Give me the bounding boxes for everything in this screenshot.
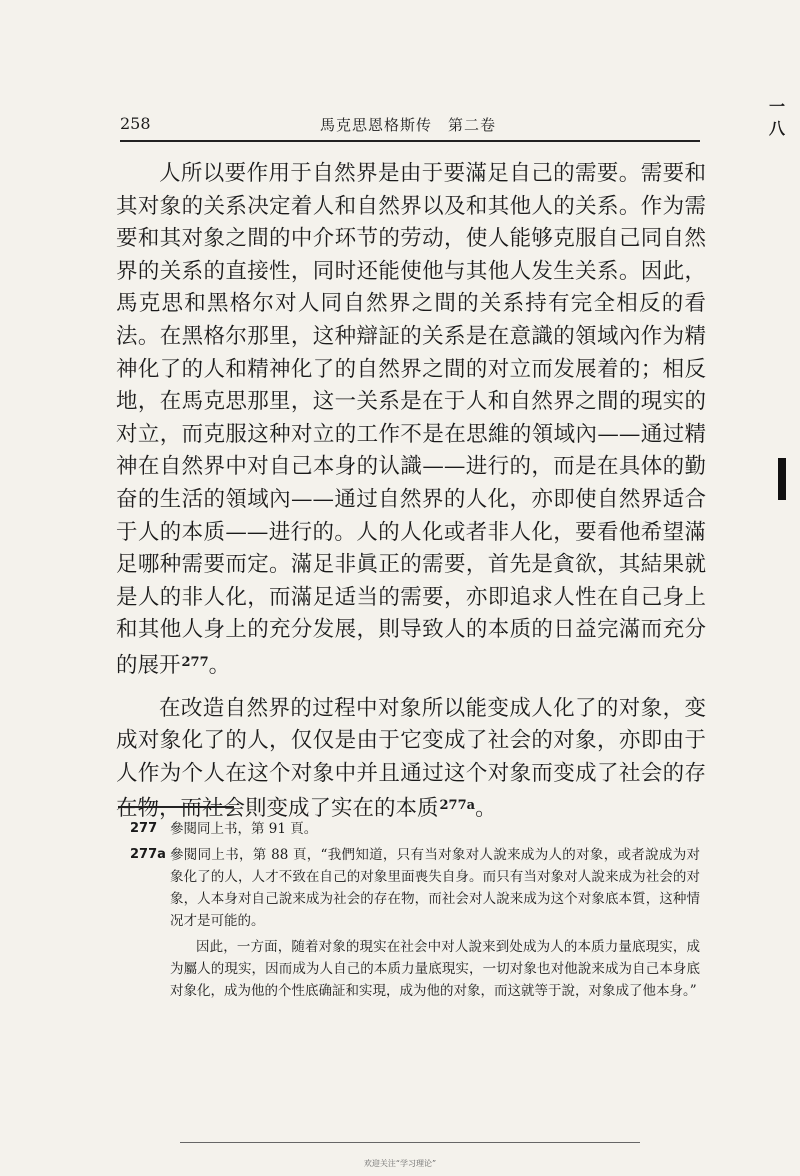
page-number: 258 [120,114,151,133]
footnotes [130,818,700,1002]
page-header [120,112,700,136]
margin-mark: 一八 [768,97,785,138]
footnote-number: 277a [130,847,166,862]
watermark: 欢迎关注“学习理论” [363,1159,437,1168]
footnote-text: 參閱同上书，第 88 頁，“我們知道，只有当对象对人說来成为人的对象，或者說成为对象化了的人，人才不致在自己的对象里面喪失自身。而只有当对象对人說来成为社会的对象，人本身对自己說来成为社会的存在物，而社会对人說来成为这个对象底本質，这种情况才是可能的。 [170,847,700,929]
paragraph: 在改造自然界的过程中对象所以能变成人化了的对象，变成对象化了的人，仅仅是由于它变成了社会的对象，亦即由于人作为个人在这个对象中并且通过这个对象而变成了社会的存在物，而社会則变成了实在的本质$^{277a}$。 [116,695,706,822]
footnote-text: 參閱同上书，第 91 頁。 [170,821,318,837]
footnote-ref: 277 [181,654,209,670]
running-title: 馬克思恩格斯传 第二卷 [320,116,497,134]
footnote-continuation: 因此，一方面，随着对象的現实在社会中对人說来到处成为人的本质力量底現实，成为屬人的現实，因而成为人自己的本质力量底現实，一切对象也对他說来成为自己本身底对象化，成为他的个性底确証和实現，成为他的对象，而这就等于說，对象成了他本身。” [170,939,700,999]
header-rule [120,140,700,142]
footnote-ref: 277a [439,798,476,814]
bottom-rule [180,1142,640,1143]
footnote [130,844,700,932]
margin-bar [778,458,786,500]
paragraph: 人所以要作用于自然界是由于要滿足自己的需要。需要和其对象的关系决定着人和自然界以及和其他人的关系。作为需要和其对象之間的中介环节的劳动，使人能够克服自己同自然界的关系的直接性，同时还能使他与其他人发生关系。因此，馬克思和黑格尔对人同自然界之間的关系持有完全相反的看法。在黑格尔那里，这种辯証的关系是在意識的領域內作为精神化了的人和精神化了的自然界之間的对立而发展着的；相反地，在馬克思那里，这一关系是在于人和自然界之間的現实的对立，而克服这种对立的工作不是在思維的領域內——通过精神在自然界中对自己本身的认識——进行的，而是在具体的勤奋的生活的領域內——通过自然界的人化，亦即使自然界适合于人的本质——进行的。人的人化或者非人化，要看他希望滿足哪种需要而定。滿足非眞正的需要，首先是貪欲，其結果就是人的非人化，而滿足适当的需要，亦即追求人性在自己身上和其他人身上的充分发展，則导致人的本质的日益完滿而充分的展开$^{277}$。 [116,161,706,678]
footnote-rule [118,806,234,808]
footnote-number: 277 [130,821,158,836]
body-text [116,158,706,826]
footnote [130,818,700,840]
